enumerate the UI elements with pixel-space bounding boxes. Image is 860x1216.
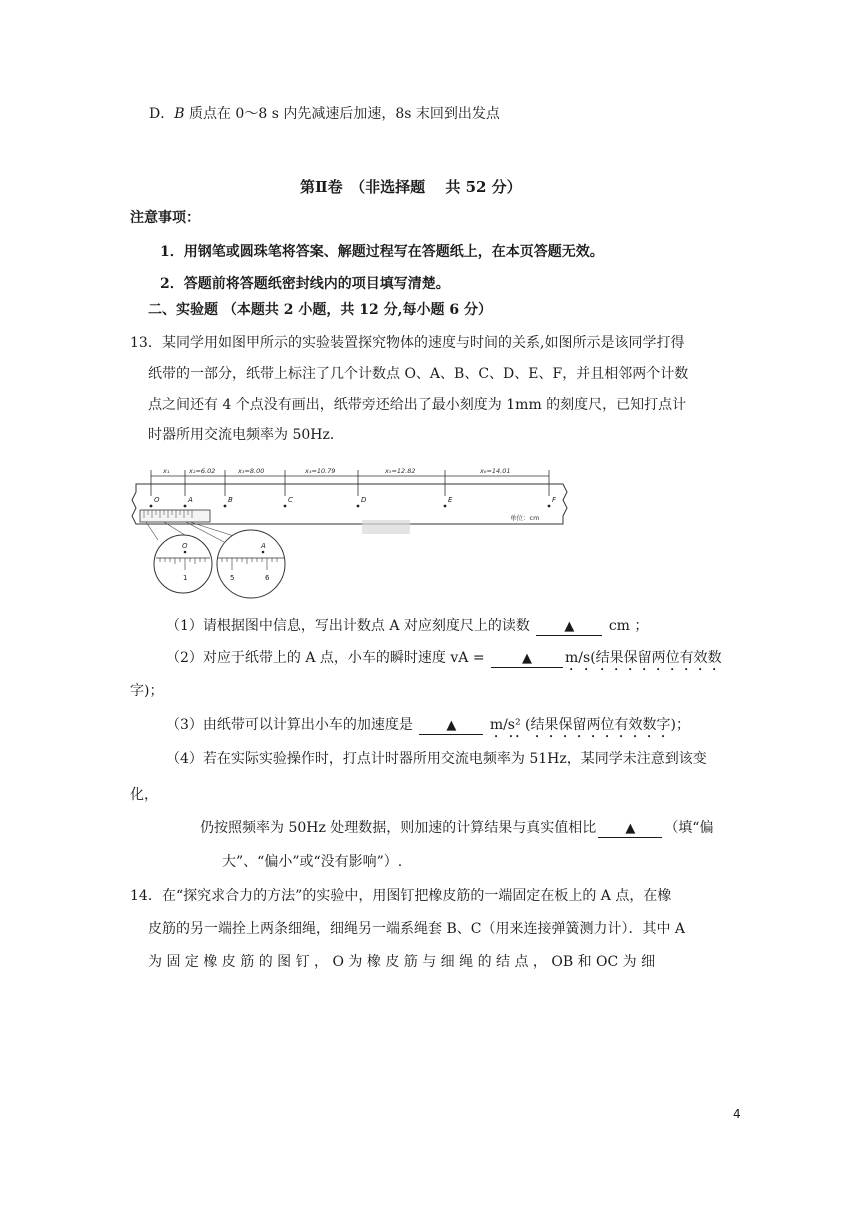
magnifier-right-tick-5: 5 xyxy=(230,574,235,582)
point-label-a: A xyxy=(188,496,193,504)
option-d-text: 质点在 0～8 s 内先减速后加速，8s 末回到出发点 xyxy=(188,106,500,122)
section-title: 第Ⅱ卷 （非选择题 共 52 分） xyxy=(300,178,522,196)
point-label-b: B xyxy=(228,496,233,504)
magnifier-left xyxy=(154,535,212,593)
q13-line-1: 某同学用如图甲所示的实验装置探究物体的速度与时间的关系,如图所示是该同学打得 xyxy=(162,335,685,351)
magnifier-right xyxy=(217,530,285,598)
note-item-2: 2．答题前将答题纸密封线内的项目填写清楚。 xyxy=(160,276,450,292)
tape-dot xyxy=(224,505,227,508)
q13-sub4-line1: （4）若在实际实验操作时，打点计时器所用交流电频率为 51Hz，某同学未注意到该变 xyxy=(166,751,707,767)
magnifier-left-tick: 1 xyxy=(183,574,188,582)
q13-sub1 xyxy=(166,616,648,636)
q14-line-1: 在“探究求合力的方法”的实验中，用图钉把橡皮筋的一端固定在板上的 A 点，在橡 xyxy=(162,888,672,904)
option-d-label: D． xyxy=(149,106,175,122)
q13-sub4-blank[interactable]: ▲ xyxy=(598,821,662,838)
unit-label: 单位：cm xyxy=(510,514,540,522)
segment-labels xyxy=(162,467,511,475)
q13-sub3-blank[interactable]: ▲ xyxy=(419,718,483,735)
q13-sub4-line2-post: （填“偏 xyxy=(664,820,714,836)
q13-line-2: 纸带的一部分，纸带上标注了几个计数点 O、A、B、C、D、E、F，并且相邻两个计数 xyxy=(148,366,689,382)
notes-heading: 注意事项： xyxy=(130,210,200,226)
part-title: 二、实验题 （本题共 2 小题，共 12 分,每小题 6 分） xyxy=(148,302,492,318)
ruler xyxy=(140,510,210,522)
point-label-e: E xyxy=(448,496,453,504)
q13-line-3: 点之间还有 4 个点没有画出，纸带旁还给出了最小刻度为 1mm 的刻度尺，已知打点计 xyxy=(148,397,687,413)
q13-sub2-unit: m/s(结果保留两位有效数 xyxy=(565,650,722,666)
tape-dot xyxy=(548,505,551,508)
q13-sub2-blank[interactable]: ▲ xyxy=(491,651,563,668)
q13-sub2-cont: 字)； xyxy=(130,683,164,699)
option-d xyxy=(149,104,500,124)
segment-label-x6: x₆=14.01 xyxy=(480,467,511,475)
magnifier-right-point: A xyxy=(261,542,266,550)
q13-sub3 xyxy=(166,715,690,741)
tape-dot xyxy=(284,505,287,508)
point-label-f: F xyxy=(552,496,557,504)
q13-sub1-blank[interactable]: ▲ xyxy=(536,619,602,636)
tape-dot xyxy=(444,505,447,508)
option-d-var: B xyxy=(174,106,185,122)
q13-line-4: 时器所用交流电频率为 50Hz． xyxy=(148,427,344,443)
tape-dot xyxy=(150,505,153,508)
segment-label-x4: x₄=10.79 xyxy=(305,467,336,475)
q13-sub4-cont: 化， xyxy=(130,787,158,803)
page-number: 4 xyxy=(733,1107,741,1121)
q13-sub4-line3: 大”、“偏小”或“没有影响”）. xyxy=(222,854,403,870)
q14-line-2: 皮筋的另一端拴上两条细绳，细绳另一端系绳套 B、C（用来连接弹簧测力计）．其中 A xyxy=(148,921,686,937)
q13-sub1-unit: cm ； xyxy=(608,618,649,634)
q13-sub2-text: （2）对应于纸带上的 A 点，小车的瞬时速度 vA = xyxy=(166,650,485,666)
segment-label-x1: x₁ xyxy=(163,467,170,475)
segment-label-x5: x₅=12.82 xyxy=(385,467,416,475)
magnifier-left-point: O xyxy=(182,542,188,550)
tape-ruler-figure xyxy=(130,462,570,600)
q14-number: 14． xyxy=(130,888,162,904)
segment-label-x2: x₂=6.02 xyxy=(189,467,216,475)
segment-label-x3: x₃=8.00 xyxy=(238,467,265,475)
magnifier-right-tick-6: 6 xyxy=(265,574,270,582)
point-label-o: O xyxy=(154,496,160,504)
point-label-c: C xyxy=(288,496,293,504)
q13-sub3-unit: m/s² (结果保留两位有效数字)； xyxy=(489,717,690,733)
tape-dot xyxy=(184,505,187,508)
note-item-1: 1．用钢笔或圆珠笔将答案、解题过程写在答题纸上，在本页答题无效。 xyxy=(160,244,604,260)
point-label-d: D xyxy=(361,496,367,504)
q13-sub2 xyxy=(166,648,722,674)
q13-sub1-text: （1）请根据图中信息，写出计数点 A 对应刻度尺上的读数 xyxy=(166,618,530,634)
tape-dot xyxy=(357,505,360,508)
q13-sub4-line2 xyxy=(200,818,713,838)
q14-line-3: 为 固 定 橡 皮 筋 的 图 钉 ， O 为 橡 皮 筋 与 细 绳 的 结 点 ， OB 和 OC 为 细 xyxy=(148,954,656,970)
q13-number: 13． xyxy=(130,335,162,351)
q13-sub3-text: （3）由纸带可以计算出小车的加速度是 xyxy=(166,717,413,733)
q13-sub4-line2-text: 仍按照频率为 50Hz 处理数据，则加速的计算结果与真实值相比 xyxy=(200,820,597,836)
tape-smudge xyxy=(362,520,410,534)
